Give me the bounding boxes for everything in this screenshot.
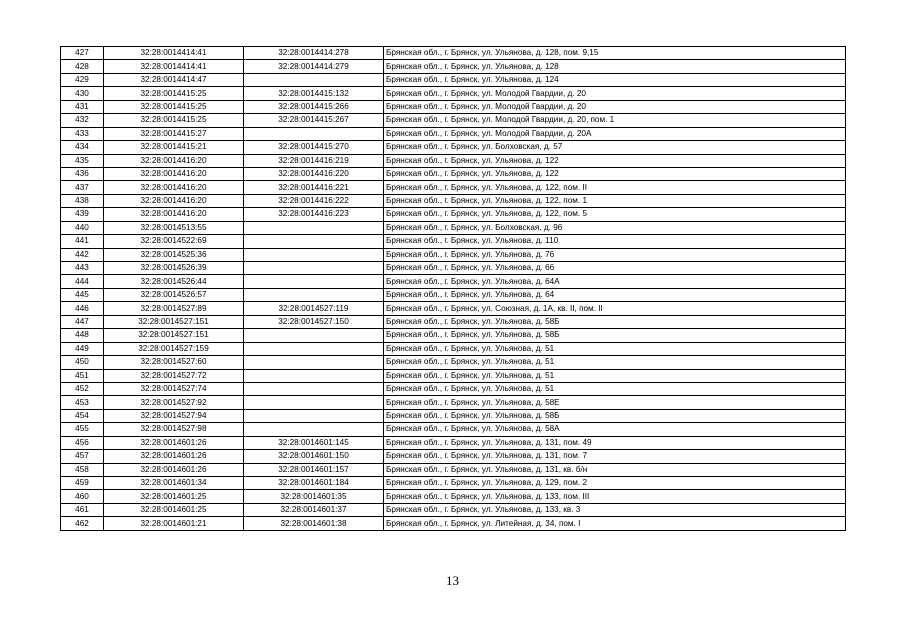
land-plot-cadastral-number-cell: 32:28:0014415:25	[104, 100, 244, 113]
table-row	[61, 436, 846, 449]
land-plot-cadastral-number-cell: 32:28:0014527:151	[104, 315, 244, 328]
table-row	[61, 315, 846, 328]
row-number-cell: 437	[61, 181, 104, 194]
row-number-cell: 455	[61, 423, 104, 436]
object-cadastral-number-cell	[244, 248, 384, 261]
row-number-cell: 459	[61, 477, 104, 490]
land-plot-cadastral-number-cell: 32:28:0014416:20	[104, 194, 244, 207]
object-cadastral-number-cell: 32:28:0014527:150	[244, 315, 384, 328]
address-cell: Брянская обл., г. Брянск, ул. Ульянова, д. 58Б	[384, 329, 846, 342]
address-cell: Брянская обл., г. Брянск, ул. Ульянова, д. 133, пом. III	[384, 490, 846, 503]
land-plot-cadastral-number-cell: 32:28:0014526:44	[104, 275, 244, 288]
row-number-cell: 434	[61, 141, 104, 154]
table-row	[61, 517, 846, 530]
address-cell: Брянская обл., г. Брянск, ул. Ульянова, д. 66	[384, 262, 846, 275]
table-row	[61, 100, 846, 113]
row-number-cell: 460	[61, 490, 104, 503]
address-cell: Брянская обл., г. Брянск, ул. Литейная, д. 34, пом. I	[384, 517, 846, 530]
land-plot-cadastral-number-cell: 32:28:0014414:47	[104, 73, 244, 86]
land-plot-cadastral-number-cell: 32:28:0014601:26	[104, 436, 244, 449]
row-number-cell: 454	[61, 409, 104, 422]
row-number-cell: 430	[61, 87, 104, 100]
table-row	[61, 73, 846, 86]
table-row	[61, 87, 846, 100]
address-cell: Брянская обл., г. Брянск, ул. Ульянова, д. 122, пом. 5	[384, 208, 846, 221]
object-cadastral-number-cell: 32:28:0014601:145	[244, 436, 384, 449]
table-row	[61, 463, 846, 476]
land-plot-cadastral-number-cell: 32:28:0014416:20	[104, 154, 244, 167]
table-row	[61, 342, 846, 355]
address-cell: Брянская обл., г. Брянск, ул. Ульянова, д. 129, пом. 2	[384, 477, 846, 490]
table-row	[61, 329, 846, 342]
object-cadastral-number-cell	[244, 409, 384, 422]
row-number-cell: 456	[61, 436, 104, 449]
object-cadastral-number-cell: 32:28:0014601:35	[244, 490, 384, 503]
table-row	[61, 262, 846, 275]
object-cadastral-number-cell	[244, 262, 384, 275]
land-plot-cadastral-number-cell: 32:28:0014527:74	[104, 382, 244, 395]
object-cadastral-number-cell: 32:28:0014601:37	[244, 503, 384, 516]
object-cadastral-number-cell	[244, 396, 384, 409]
row-number-cell: 436	[61, 167, 104, 180]
row-number-cell: 440	[61, 221, 104, 234]
row-number-cell: 453	[61, 396, 104, 409]
object-cadastral-number-cell: 32:28:0014415:266	[244, 100, 384, 113]
land-plot-cadastral-number-cell: 32:28:0014527:72	[104, 369, 244, 382]
land-plot-cadastral-number-cell: 32:28:0014526:57	[104, 288, 244, 301]
table-row	[61, 167, 846, 180]
table-row	[61, 382, 846, 395]
object-cadastral-number-cell: 32:28:0014416:223	[244, 208, 384, 221]
land-plot-cadastral-number-cell: 32:28:0014525:36	[104, 248, 244, 261]
address-cell: Брянская обл., г. Брянск, ул. Ульянова, д. 51	[384, 382, 846, 395]
row-number-cell: 427	[61, 47, 104, 60]
land-plot-cadastral-number-cell: 32:28:0014522:69	[104, 235, 244, 248]
row-number-cell: 450	[61, 356, 104, 369]
address-cell: Брянская обл., г. Брянск, ул. Молодой Гвардии, д. 20	[384, 87, 846, 100]
table-row	[61, 248, 846, 261]
land-plot-cadastral-number-cell: 32:28:0014601:25	[104, 503, 244, 516]
row-number-cell: 451	[61, 369, 104, 382]
table-body	[61, 47, 846, 531]
object-cadastral-number-cell	[244, 288, 384, 301]
table-row	[61, 154, 846, 167]
address-cell: Брянская обл., г. Брянск, ул. Ульянова, д. 131, пом. 49	[384, 436, 846, 449]
address-cell: Брянская обл., г. Брянск, ул. Ульянова, д. 58Б	[384, 315, 846, 328]
object-cadastral-number-cell: 32:28:0014601:184	[244, 477, 384, 490]
row-number-cell: 446	[61, 302, 104, 315]
table-row	[61, 235, 846, 248]
address-cell: Брянская обл., г. Брянск, ул. Ульянова, д. 51	[384, 342, 846, 355]
table-row	[61, 356, 846, 369]
address-cell: Брянская обл., г. Брянск, ул. Ульянова, д. 58Е	[384, 396, 846, 409]
object-cadastral-number-cell	[244, 369, 384, 382]
row-number-cell: 441	[61, 235, 104, 248]
row-number-cell: 429	[61, 73, 104, 86]
object-cadastral-number-cell	[244, 382, 384, 395]
row-number-cell: 461	[61, 503, 104, 516]
object-cadastral-number-cell	[244, 275, 384, 288]
address-cell: Брянская обл., г. Брянск, ул. Ульянова, д. 58Б	[384, 409, 846, 422]
table-row	[61, 208, 846, 221]
address-cell: Брянская обл., г. Брянск, ул. Ульянова, д. 131, кв. б/н	[384, 463, 846, 476]
row-number-cell: 449	[61, 342, 104, 355]
land-plot-cadastral-number-cell: 32:28:0014527:60	[104, 356, 244, 369]
land-plot-cadastral-number-cell: 32:28:0014527:89	[104, 302, 244, 315]
table-row	[61, 503, 846, 516]
land-plot-cadastral-number-cell: 32:28:0014415:25	[104, 114, 244, 127]
row-number-cell: 462	[61, 517, 104, 530]
object-cadastral-number-cell: 32:28:0014416:219	[244, 154, 384, 167]
address-cell: Брянская обл., г. Брянск, ул. Ульянова, д. 131, пом. 7	[384, 450, 846, 463]
address-cell: Брянская обл., г. Брянск, ул. Молодой Гвардии, д. 20	[384, 100, 846, 113]
row-number-cell: 445	[61, 288, 104, 301]
object-cadastral-number-cell: 32:28:0014601:38	[244, 517, 384, 530]
address-cell: Брянская обл., г. Брянск, ул. Союзная, д. 1А, кв. II, пом. II	[384, 302, 846, 315]
table-row	[61, 275, 846, 288]
object-cadastral-number-cell: 32:28:0014415:132	[244, 87, 384, 100]
land-plot-cadastral-number-cell: 32:28:0014513:55	[104, 221, 244, 234]
address-cell: Брянская обл., г. Брянск, ул. Болховская, д. 96	[384, 221, 846, 234]
object-cadastral-number-cell: 32:28:0014416:221	[244, 181, 384, 194]
table-row	[61, 194, 846, 207]
table-row	[61, 114, 846, 127]
table-row	[61, 450, 846, 463]
object-cadastral-number-cell: 32:28:0014414:279	[244, 60, 384, 73]
land-plot-cadastral-number-cell: 32:28:0014527:98	[104, 423, 244, 436]
address-cell: Брянская обл., г. Брянск, ул. Ульянова, д. 124	[384, 73, 846, 86]
land-plot-cadastral-number-cell: 32:28:0014414:41	[104, 60, 244, 73]
cadastral-registry-table	[60, 46, 846, 531]
table-row	[61, 127, 846, 140]
object-cadastral-number-cell: 32:28:0014416:220	[244, 167, 384, 180]
row-number-cell: 447	[61, 315, 104, 328]
land-plot-cadastral-number-cell: 32:28:0014416:20	[104, 208, 244, 221]
address-cell: Брянская обл., г. Брянск, ул. Молодой Гвардии, д. 20, пом. 1	[384, 114, 846, 127]
land-plot-cadastral-number-cell: 32:28:0014416:20	[104, 167, 244, 180]
land-plot-cadastral-number-cell: 32:28:0014601:34	[104, 477, 244, 490]
land-plot-cadastral-number-cell: 32:28:0014415:21	[104, 141, 244, 154]
row-number-cell: 439	[61, 208, 104, 221]
table-row	[61, 60, 846, 73]
land-plot-cadastral-number-cell: 32:28:0014415:25	[104, 87, 244, 100]
table-row	[61, 369, 846, 382]
table-row	[61, 47, 846, 60]
row-number-cell: 433	[61, 127, 104, 140]
table-row	[61, 302, 846, 315]
object-cadastral-number-cell	[244, 423, 384, 436]
row-number-cell: 431	[61, 100, 104, 113]
address-cell: Брянская обл., г. Брянск, ул. Ульянова, д. 128	[384, 60, 846, 73]
land-plot-cadastral-number-cell: 32:28:0014601:26	[104, 463, 244, 476]
address-cell: Брянская обл., г. Брянск, ул. Ульянова, д. 51	[384, 369, 846, 382]
row-number-cell: 457	[61, 450, 104, 463]
land-plot-cadastral-number-cell: 32:28:0014416:20	[104, 181, 244, 194]
object-cadastral-number-cell: 32:28:0014601:150	[244, 450, 384, 463]
address-cell: Брянская обл., г. Брянск, ул. Ульянова, д. 51	[384, 356, 846, 369]
address-cell: Брянская обл., г. Брянск, ул. Ульянова, д. 128, пом. 9,15	[384, 47, 846, 60]
land-plot-cadastral-number-cell: 32:28:0014527:159	[104, 342, 244, 355]
address-cell: Брянская обл., г. Брянск, ул. Ульянова, д. 122, пом. II	[384, 181, 846, 194]
row-number-cell: 442	[61, 248, 104, 261]
object-cadastral-number-cell: 32:28:0014601:157	[244, 463, 384, 476]
object-cadastral-number-cell	[244, 73, 384, 86]
address-cell: Брянская обл., г. Брянск, ул. Ульянова, д. 64А	[384, 275, 846, 288]
table-row	[61, 477, 846, 490]
address-cell: Брянская обл., г. Брянск, ул. Ульянова, д. 122, пом. 1	[384, 194, 846, 207]
object-cadastral-number-cell: 32:28:0014415:270	[244, 141, 384, 154]
land-plot-cadastral-number-cell: 32:28:0014527:92	[104, 396, 244, 409]
address-cell: Брянская обл., г. Брянск, ул. Молодой Гвардии, д. 20А	[384, 127, 846, 140]
land-plot-cadastral-number-cell: 32:28:0014601:25	[104, 490, 244, 503]
table-row	[61, 221, 846, 234]
row-number-cell: 452	[61, 382, 104, 395]
address-cell: Брянская обл., г. Брянск, ул. Ульянова, д. 110	[384, 235, 846, 248]
address-cell: Брянская обл., г. Брянск, ул. Ульянова, д. 76	[384, 248, 846, 261]
table-row	[61, 490, 846, 503]
row-number-cell: 444	[61, 275, 104, 288]
row-number-cell: 428	[61, 60, 104, 73]
row-number-cell: 458	[61, 463, 104, 476]
row-number-cell: 443	[61, 262, 104, 275]
table-row	[61, 181, 846, 194]
table-row	[61, 409, 846, 422]
row-number-cell: 435	[61, 154, 104, 167]
table-row	[61, 141, 846, 154]
address-cell: Брянская обл., г. Брянск, ул. Ульянова, д. 122	[384, 167, 846, 180]
land-plot-cadastral-number-cell: 32:28:0014601:21	[104, 517, 244, 530]
object-cadastral-number-cell: 32:28:0014416:222	[244, 194, 384, 207]
address-cell: Брянская обл., г. Брянск, ул. Ульянова, д. 122	[384, 154, 846, 167]
object-cadastral-number-cell: 32:28:0014414:278	[244, 47, 384, 60]
row-number-cell: 438	[61, 194, 104, 207]
object-cadastral-number-cell	[244, 127, 384, 140]
address-cell: Брянская обл., г. Брянск, ул. Ульянова, д. 64	[384, 288, 846, 301]
page-number: 13	[446, 573, 459, 588]
object-cadastral-number-cell: 32:28:0014415:267	[244, 114, 384, 127]
land-plot-cadastral-number-cell: 32:28:0014414:41	[104, 47, 244, 60]
address-cell: Брянская обл., г. Брянск, ул. Болховская, д. 57	[384, 141, 846, 154]
address-cell: Брянская обл., г. Брянск, ул. Ульянова, д. 58А	[384, 423, 846, 436]
row-number-cell: 432	[61, 114, 104, 127]
land-plot-cadastral-number-cell: 32:28:0014415:27	[104, 127, 244, 140]
object-cadastral-number-cell	[244, 342, 384, 355]
row-number-cell: 448	[61, 329, 104, 342]
object-cadastral-number-cell	[244, 356, 384, 369]
object-cadastral-number-cell	[244, 221, 384, 234]
address-cell: Брянская обл., г. Брянск, ул. Ульянова, д. 133, кв. 3	[384, 503, 846, 516]
land-plot-cadastral-number-cell: 32:28:0014526:39	[104, 262, 244, 275]
land-plot-cadastral-number-cell: 32:28:0014527:151	[104, 329, 244, 342]
table-row	[61, 396, 846, 409]
table-row	[61, 423, 846, 436]
land-plot-cadastral-number-cell: 32:28:0014527:94	[104, 409, 244, 422]
object-cadastral-number-cell	[244, 235, 384, 248]
table-row	[61, 288, 846, 301]
land-plot-cadastral-number-cell: 32:28:0014601:26	[104, 450, 244, 463]
object-cadastral-number-cell: 32:28:0014527:119	[244, 302, 384, 315]
object-cadastral-number-cell	[244, 329, 384, 342]
